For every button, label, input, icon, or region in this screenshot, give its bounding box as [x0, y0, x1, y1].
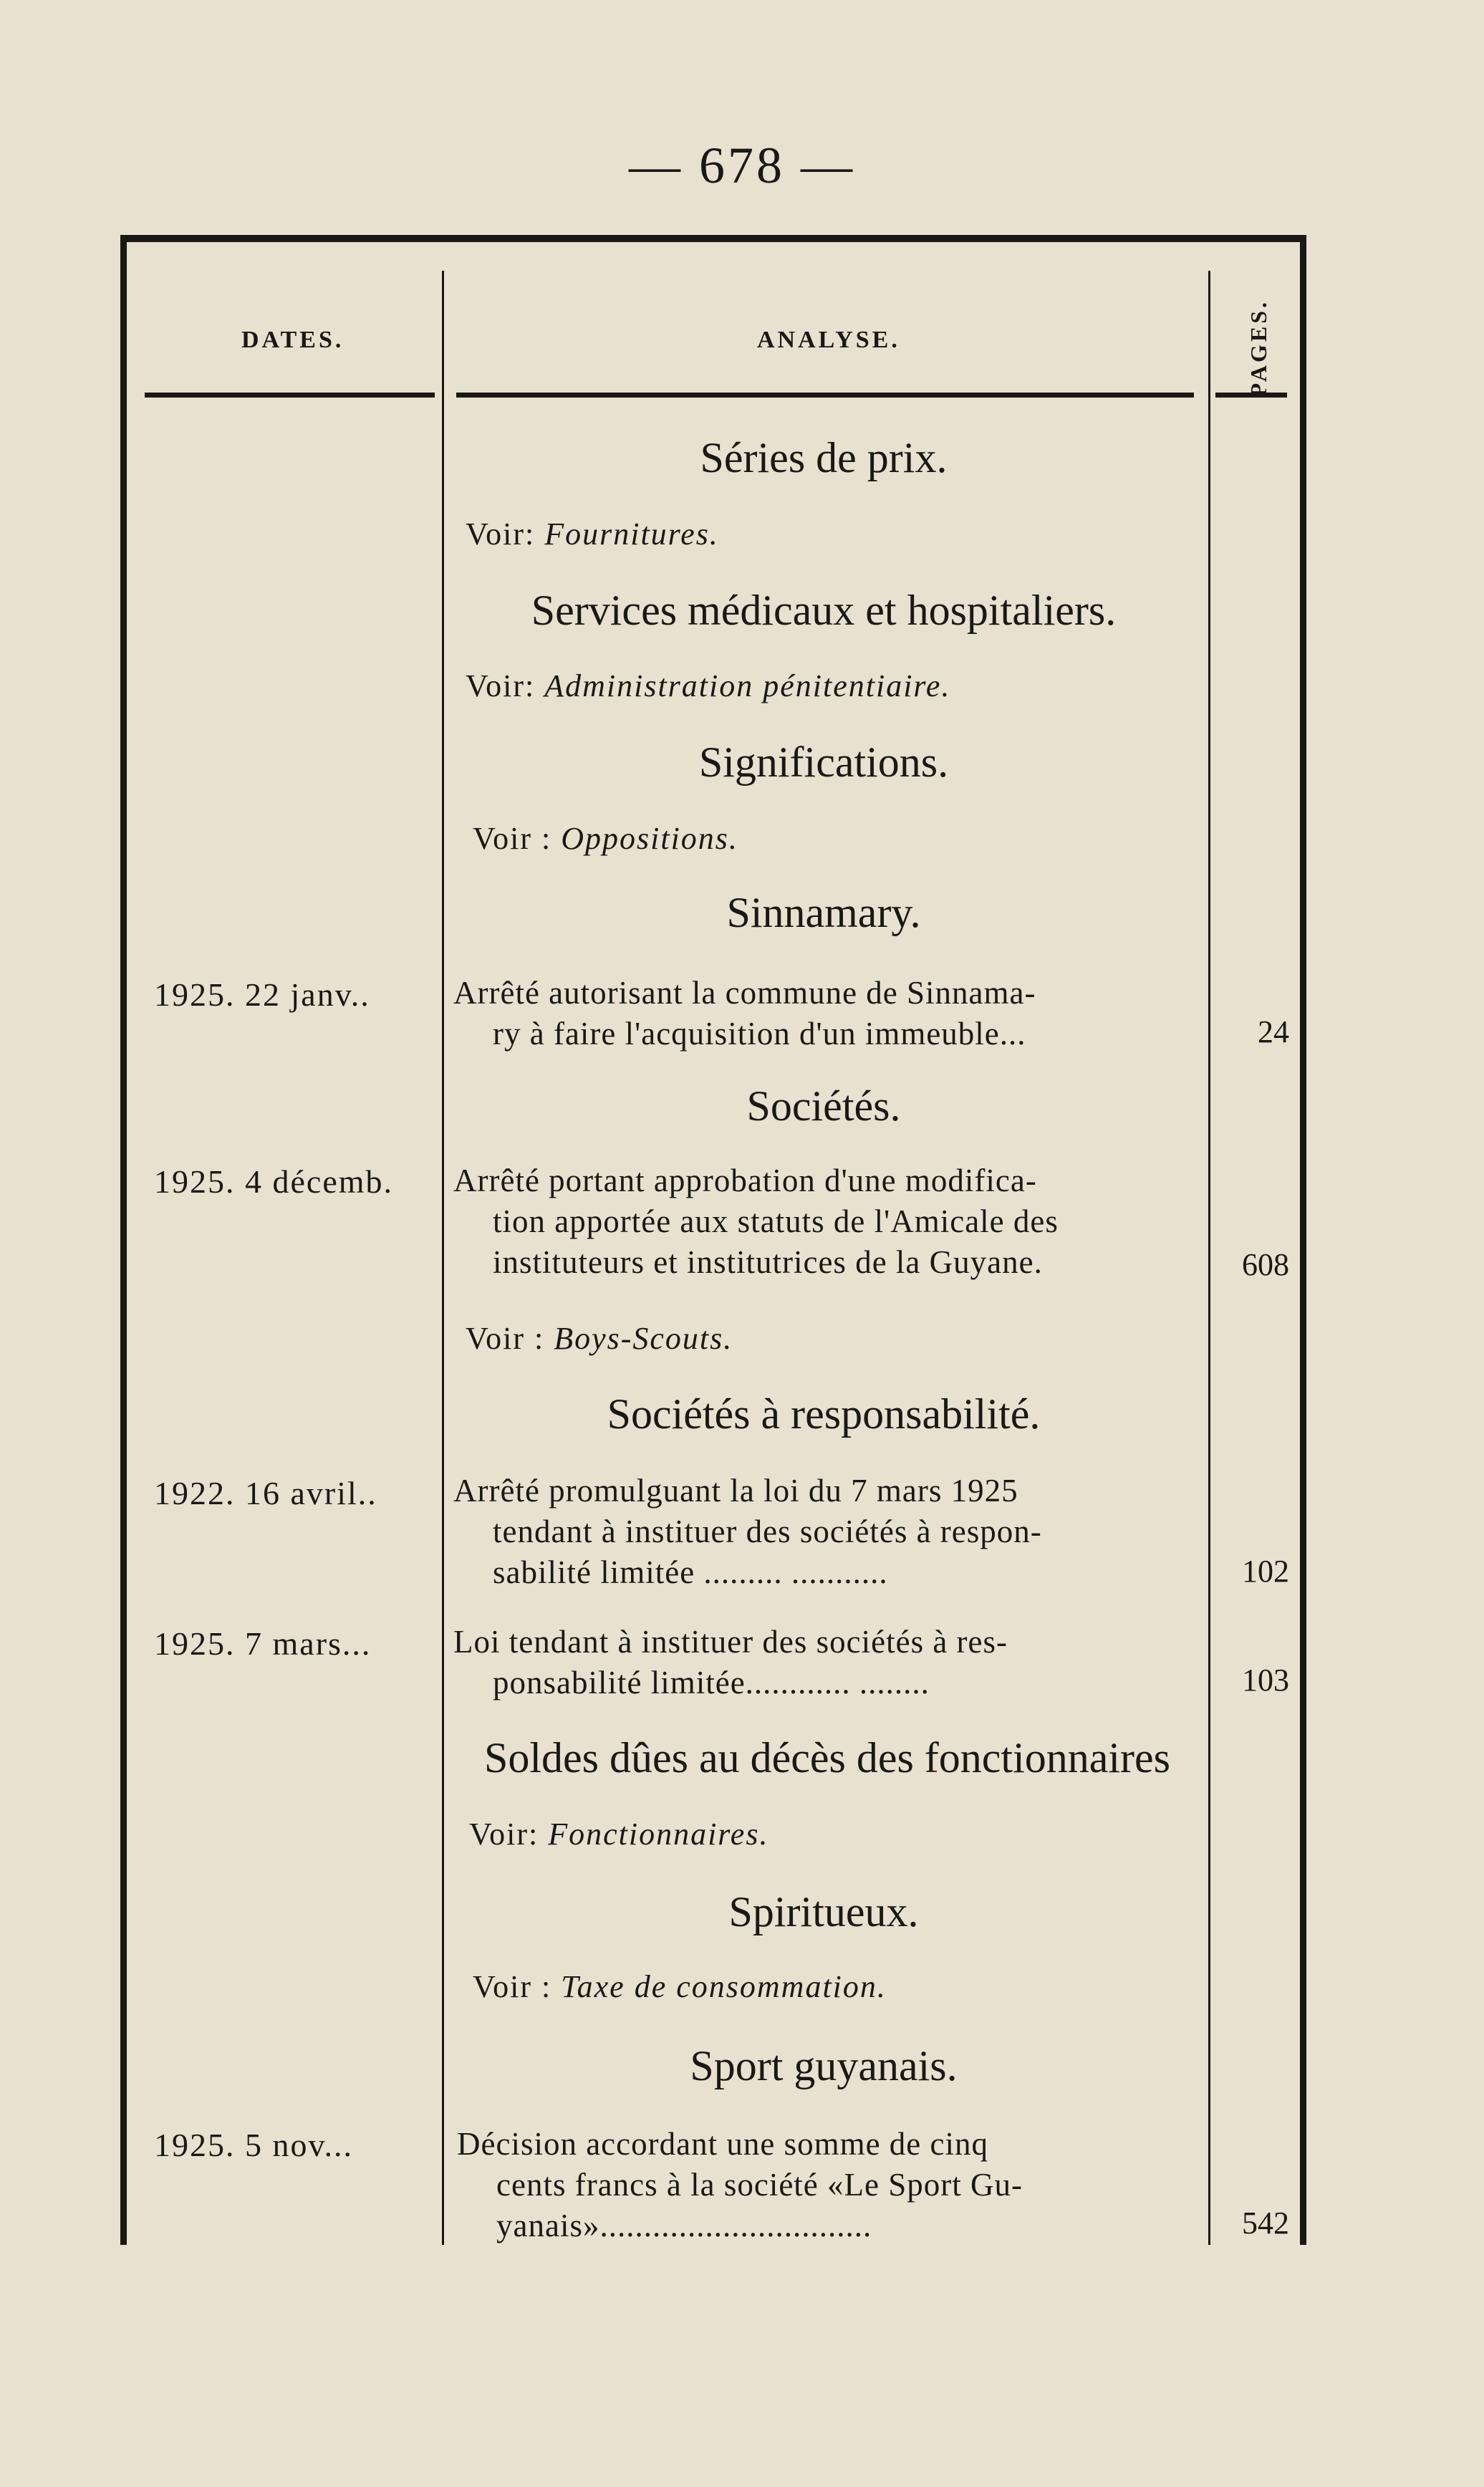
header-rule-analyse: [456, 393, 1194, 398]
section-title: Sport guyanais.: [690, 2042, 958, 2089]
section-title: Spiritueux.: [728, 1888, 919, 1935]
entry-page: 103: [1242, 1663, 1289, 1698]
entry-analysis: Loi tendant à instituer des sociétés à res- ponsabilité limitée............ ........: [453, 1624, 1008, 1701]
see-also: Voir: Fournitures.: [466, 516, 719, 552]
entry-page: 102: [1242, 1554, 1289, 1589]
entry-page: 608: [1242, 1247, 1289, 1282]
section-title: Sinnamary.: [726, 889, 921, 936]
section-title: Sociétés à responsabilité.: [607, 1390, 1041, 1438]
see-also: Voir : Taxe de consommation.: [473, 1969, 887, 2004]
entry-page: 542: [1242, 2205, 1289, 2241]
entry-analysis: Arrêté portant approbation d'une modifica- tion apportée aux statuts de l'Amicale des instituteurs et institutrices de la Guyane.: [453, 1163, 1059, 1280]
entry-analysis: Décision accordant une somme de cinq cents francs à la société «Le Sport Gu- yanais»...............................: [457, 2126, 1023, 2243]
section-title: Sociétés.: [746, 1082, 901, 1130]
section-title: Séries de prix.: [700, 434, 948, 481]
entry-date: 1925. 22 janv..: [154, 976, 370, 1013]
entry-page: 24: [1258, 1014, 1289, 1049]
table-header: [127, 271, 1300, 398]
see-also: Voir : Oppositions.: [473, 821, 738, 856]
analyse-header: ANALYSE.: [757, 327, 900, 353]
pages-column-divider: [1208, 271, 1210, 2245]
section-title: Services médicaux et hospitaliers.: [531, 587, 1117, 634]
entry-date: 1925. 4 décemb.: [154, 1163, 394, 1200]
see-also: Voir: Fonctionnaires.: [469, 1817, 769, 1852]
page-number: — 678 —: [629, 137, 855, 194]
entry-analysis: Arrêté autorisant la commune de Sinnama- ry à faire l'acquisition d'un immeuble...: [453, 975, 1036, 1052]
see-also: Voir: Administration pénitentiaire.: [466, 668, 951, 703]
entry-date: 1922. 16 avril..: [154, 1475, 377, 1511]
entry-date: 1925. 7 mars...: [154, 1625, 372, 1662]
entry-date: 1925. 5 nov...: [154, 2127, 354, 2163]
dates-column-divider: [442, 271, 444, 2245]
pages-header: PAGES.: [1246, 299, 1271, 398]
header-rule-pages: [1215, 393, 1287, 398]
entry-analysis: Arrêté promulguant la loi du 7 mars 1925 tendant à instituer des sociétés à respon- sabilité limitée ......... ...........: [453, 1473, 1042, 1590]
see-also: Voir : Boys-Scouts.: [466, 1321, 733, 1356]
section-title: Soldes dûes au décès des fonctionnaires: [483, 1734, 1171, 1781]
header-rule-dates: [145, 393, 435, 398]
section-title: Significations.: [698, 739, 949, 786]
dates-header: DATES.: [241, 327, 344, 353]
